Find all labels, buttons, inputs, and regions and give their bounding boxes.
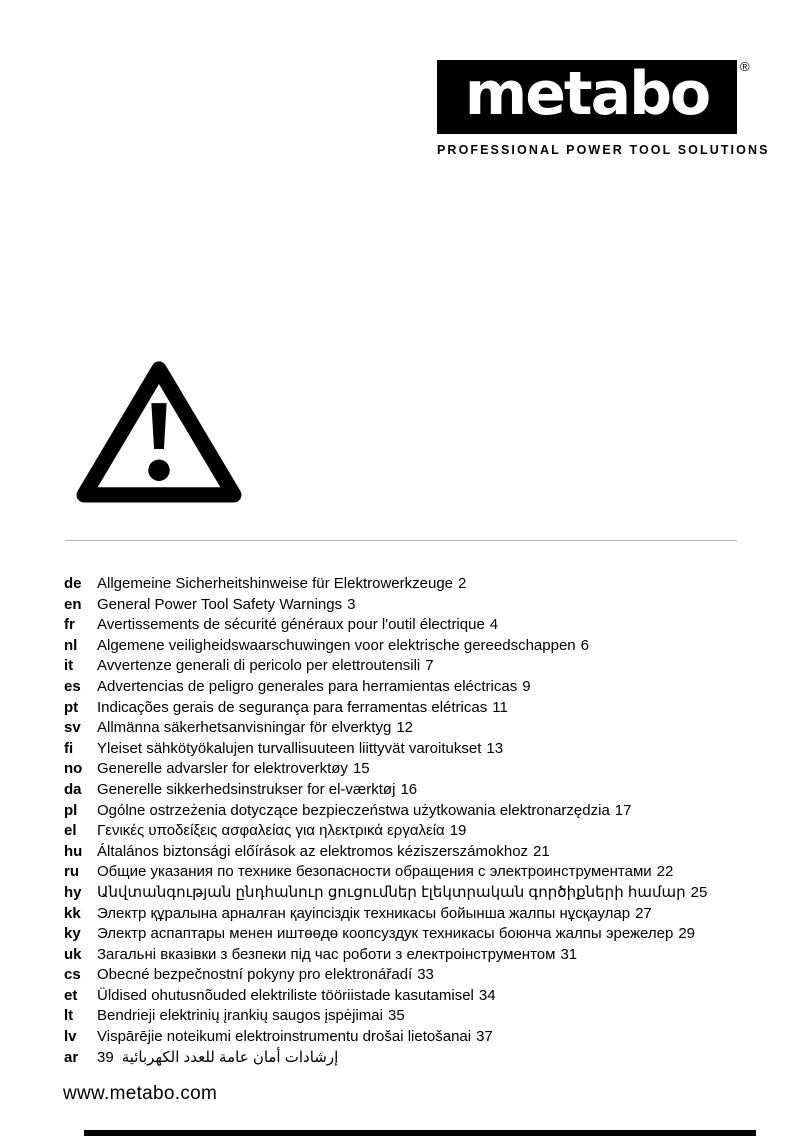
entry-page-number: 12 [396,719,413,737]
entry-page-number: 19 [449,822,467,840]
entry-page-number: 33 [417,966,434,984]
metabo-logo-box [437,60,737,134]
entry-page-number: 3 [347,595,356,613]
separator-line [65,540,737,541]
metabo-logo-block [437,59,770,157]
toc-entry [64,1027,774,1048]
entry-title: Электр аспаптары менен иштөөдө коопсуздук техникасы боюнча жалпы эрежелер [97,925,674,943]
website-url: www.metabo.com [63,1083,218,1104]
entry-title: Advertencias de peligro generales para herramientas eléctricas [97,677,518,695]
toc-entry [64,1006,774,1027]
language-code: de [64,575,82,592]
language-code: fr [64,616,75,634]
language-code: hy [64,883,82,901]
language-code: ru [64,863,79,881]
entry-title: General Power Tool Safety Warnings [97,595,343,613]
brand-tagline: PROFESSIONAL POWER TOOL SOLUTIONS [437,143,770,157]
entry-title: Allmänna säkerhetsanvisningar för elverktyg [97,719,392,737]
language-toc [64,574,774,1068]
entry-title: Անվտանգության ընդհանուր ցուցումներ էլեկտրական գործիքների համար [97,883,686,901]
entry-title: Általános biztonsági előírások az elektromos kéziszerszámokhoz [97,842,529,860]
page-bottom-bar [84,1130,756,1136]
language-code: sv [64,719,81,737]
entry-page-number: 27 [635,904,652,922]
toc-entry [64,862,774,883]
toc-entry [64,924,774,945]
entry-title: Üldised ohutusnõuded elektriliste tööriistade kasutamisel [97,986,474,1004]
language-code: uk [64,945,82,963]
language-code: nl [64,636,78,654]
entry-title: Avvertenze generali di pericolo per elettroutensili [97,657,421,675]
language-code: es [64,677,81,695]
toc-entry [64,965,774,986]
warning-triangle-svg [74,357,244,507]
toc-entry [64,677,774,698]
language-code: pl [64,801,78,819]
entry-title: Allgemeine Sicherheitshinweise für Elektrowerkzeuge [97,575,454,592]
entry-page-number: 13 [486,739,504,757]
warning-triangle-icon [67,354,251,510]
toc-entry [64,945,774,966]
language-code: ar [64,1048,79,1066]
toc-entry [64,986,774,1007]
language-code: it [64,657,74,675]
entry-page-number: 35 [387,1007,405,1025]
entry-page-number: 22 [656,863,674,881]
entry-title: Общие указания по технике безопасности обращения с электроинструментами [97,863,652,881]
language-code: el [64,822,77,840]
language-code: lv [64,1028,77,1046]
entry-page-number: 37 [476,1028,493,1046]
entry-page-number: 17 [614,801,632,819]
metabo-wordmark: metabo [464,59,710,129]
entry-title: Obecné bezpečnostní pokyny pro elektronářadí [97,966,413,984]
registered-trademark-symbol: ® [740,59,750,74]
entry-title: Vispārējie noteikumi elektroinstrumentu drošai lietošanai [97,1028,472,1046]
language-code: ky [64,925,81,943]
toc-entry [64,656,774,677]
language-code: lt [64,1007,74,1025]
toc-entry [64,636,774,657]
entry-page-number: 31 [560,945,578,963]
language-code: pt [64,698,79,716]
entry-page-number: 34 [478,986,496,1004]
entry-title: إرشادات أمان عامة للعدد الكهربائية [121,1048,339,1066]
entry-title: Generelle advarsler for elektroverktøy [97,760,348,778]
toc-entry [64,574,774,595]
toc-entry [64,698,774,719]
entry-page-number: 7 [425,657,434,675]
toc-entry [64,595,774,616]
language-code: cs [64,966,81,984]
entry-page-number: 29 [678,925,696,943]
entry-page-number: 9 [522,677,531,695]
toc-entry [64,718,774,739]
toc-entry [64,759,774,780]
entry-page-number: 4 [489,616,499,634]
entry-title: Algemene veiligheidswaarschuwingen voor elektrische gereedschappen [97,636,576,654]
language-code: kk [64,904,81,922]
entry-page-number: 2 [458,575,467,592]
toc-entry [64,821,774,842]
entry-page-number: 6 [580,636,589,654]
entry-page-number: 15 [352,760,370,778]
entry-title: Ogólne ostrzeżenia dotyczące bezpieczeństwa użytkowania elektronarzędzia [97,801,610,819]
toc-entry [64,883,774,904]
toc-entry [64,739,774,760]
language-code: fi [64,739,74,757]
entry-page-number: 21 [533,842,550,860]
entry-title: Yleiset sähkötyökalujen turvallisuuteen liittyvät varoitukset [97,739,482,757]
entry-title: Электр құралына арналған қауіпсіздік техникасы бойынша жалпы нұсқаулар [97,904,631,922]
language-code: en [64,595,82,613]
entry-page-number: 39 [97,1048,114,1066]
entry-title: Avertissements de sécurité généraux pour l'outil électrique [97,616,485,634]
toc-entry [64,615,774,636]
language-code: hu [64,842,83,860]
entry-title: Γενικές υποδείξεις ασφαλείας για ηλεκτρικά εργαλεία [97,822,445,840]
language-code: et [64,986,78,1004]
language-code: no [64,760,83,778]
entry-page-number: 11 [492,698,508,716]
entry-page-number: 25 [690,883,708,901]
logo-row [437,60,753,134]
language-code: da [64,780,82,798]
toc-entry [64,1048,774,1069]
toc-entry [64,801,774,822]
toc-entry [64,780,774,801]
toc-entry [64,842,774,863]
entry-title: Bendrieji elektrinių įrankių saugos įspėjimai [97,1007,383,1025]
entry-title: Загальні вказівки з безпеки під час роботи з електроінструментом [97,945,556,963]
entry-page-number: 16 [400,780,418,798]
entry-title: Indicações gerais de segurança para ferramentas elétricas [97,698,488,716]
entry-title: Generelle sikkerhedsinstrukser for el-værktøj [97,780,396,798]
toc-entry [64,904,774,925]
